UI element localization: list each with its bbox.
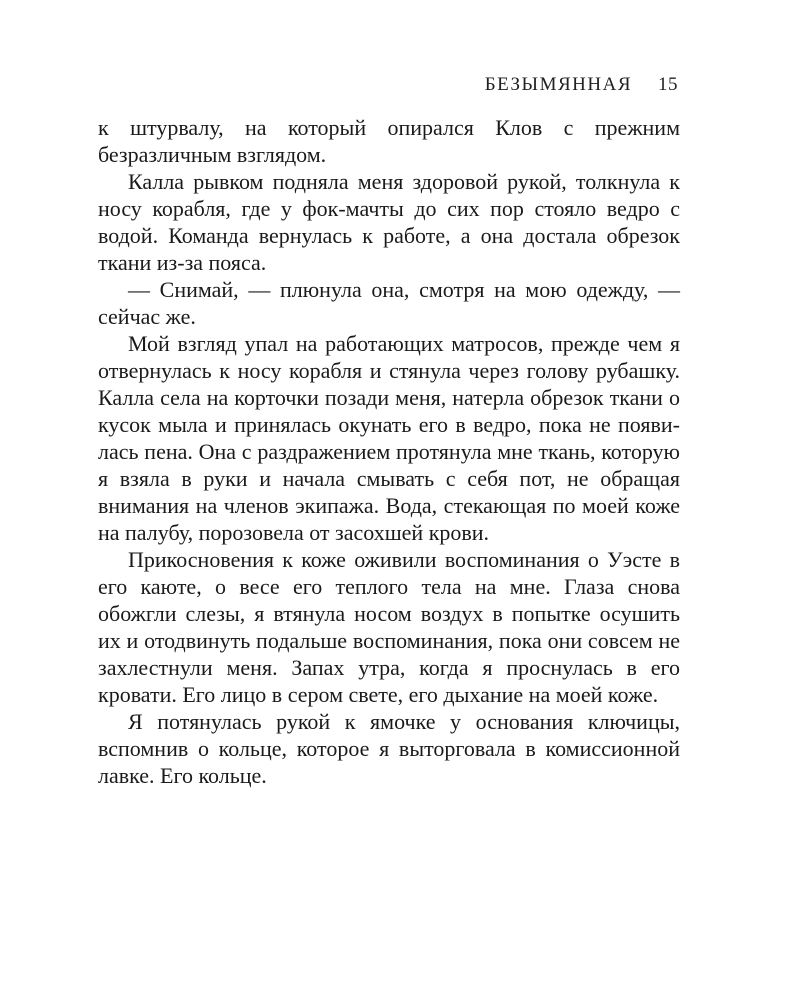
- running-head: [485, 74, 678, 96]
- running-head-title: БЕЗЫМЯННАЯ: [484, 74, 632, 95]
- page-number: 15: [658, 74, 678, 95]
- paragraph: Прикосновения к коже оживили воспоминания о Уэсте в его каюте, о весе его теплого тела на мне. Глаза снова обожгли слезы, я втянула носом воздух в попытке осушить их и отодвинуть подальше воспоминания, пока они совсем не захлестнули меня. Запах утра, когда я проснулась в его кровати. Его лицо в сером свете, его дыхание на моей коже.: [98, 547, 680, 707]
- paragraph-continuation: к штурвалу, на который опирался Клов с прежним безразличным взглядом.: [98, 115, 680, 167]
- paragraph: Я потянулась рукой к ямочке у основания ключицы, вспомнив о кольце, которое я выторговала в комиссионной лавке. Его кольце.: [98, 709, 680, 788]
- paragraph: Мой взгляд упал на работающих матросов, прежде чем я отвернулась к носу корабля и стянула через голову рубашку. Калла села на корточки позади меня, натерла обрезок ткани о кусок мыла и принялась окунать его в ведро, пока не появилась пена. Она с раздражением протянула мне ткань, которую я взяла в руки и начала смывать с себя пот, не обращая внимания на членов экипажа. Вода, стекающая по моей коже на палубу, порозовела от засохшей крови.: [98, 331, 680, 545]
- paragraph-dialogue: — Снимай, — плюнула она, смотря на мою одежду, — сейчас же.: [98, 277, 680, 329]
- body-text: [98, 114, 680, 789]
- paragraph: Калла рывком подняла меня здоровой рукой, толкнула к носу корабля, где у фок-мачты до сих пор стояло ведро с водой. Команда вернулась к работе, а она достала обрезок ткани из-за пояса.: [98, 169, 680, 275]
